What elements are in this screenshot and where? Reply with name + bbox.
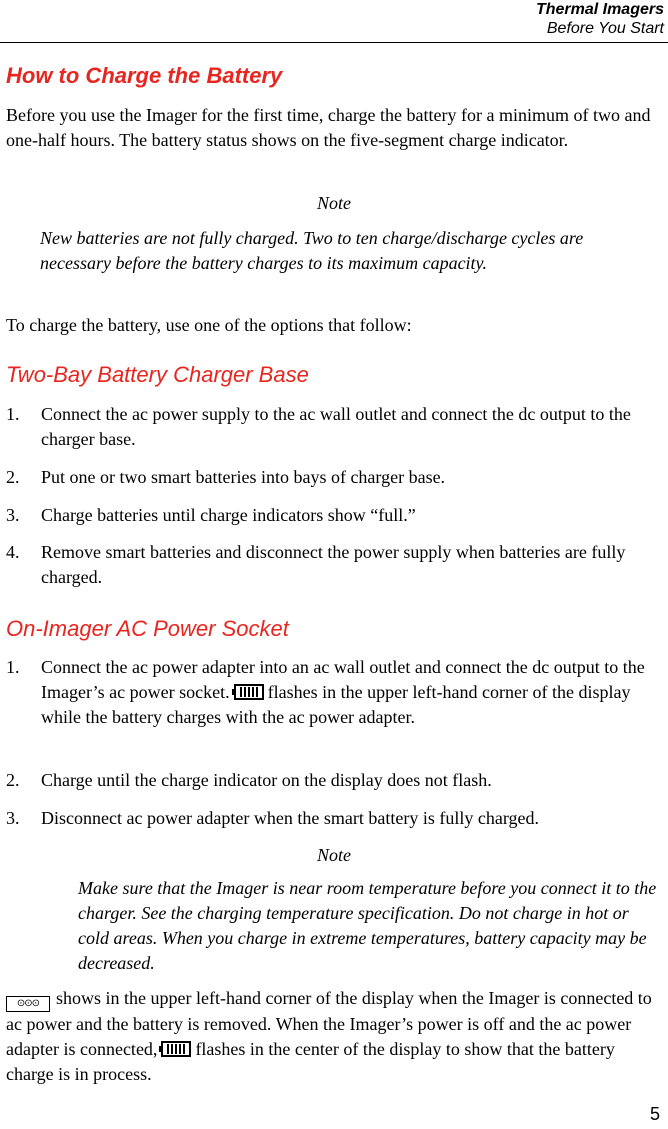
step1-text-b: flashes in the upper left-hand corner of the display while the battery charges with the ac power adapter. <box>41 682 631 727</box>
list-text: Disconnect ac power adapter when the smart battery is fully charged. <box>41 808 539 828</box>
section-title: How to Charge the Battery <box>6 63 283 88</box>
ac-power-icon: ⊙⊙⊙ <box>6 996 50 1012</box>
list-text <box>41 655 661 730</box>
note-label: Note <box>317 845 351 865</box>
note-label: Note <box>317 193 351 213</box>
list-number: 2. <box>6 770 20 790</box>
list-number: 3. <box>6 505 20 525</box>
header-subtitle: Before You Start <box>546 20 664 37</box>
intro-paragraph: Before you use the Imager for the first time, charge the battery for a minimum of two and one-half hours. The battery status shows on the five-segment charge indicator. <box>6 105 651 150</box>
subsection-title-on-imager: On-Imager AC Power Socket <box>6 616 289 641</box>
list-text: Charge batteries until charge indicators show “full.” <box>41 505 416 525</box>
note-text: Make sure that the Imager is near room temperature before you connect it to the charger. See the charging temperature specification. Do not charge in hot or cold areas. When you charge in extreme temperatures, battery capacity may be decreased. <box>78 878 657 973</box>
step1-text-a: Connect the ac power adapter into an ac wall outlet and connect the dc output to the Imager’s ac power socket. <box>41 657 645 702</box>
list-text: Remove smart batteries and disconnect the power supply when batteries are fully charged. <box>41 542 626 587</box>
closing-paragraph <box>6 986 660 1087</box>
list-number: 3. <box>6 808 20 828</box>
list-text: Charge until the charge indicator on the display does not flash. <box>41 770 492 790</box>
battery-charge-icon <box>234 684 264 700</box>
list-text: Connect the ac power supply to the ac wall outlet and connect the dc output to the charger base. <box>41 404 631 449</box>
list-number: 1. <box>6 404 20 424</box>
running-header <box>536 0 664 39</box>
closing-text-a: shows in the upper left-hand corner of the display when the Imager is connected to ac power and the battery is removed. When the Imager’s power is off and the ac power adapter is connected, <box>6 988 652 1059</box>
list-number: 1. <box>6 657 20 677</box>
subsection-title-two-bay: Two-Bay Battery Charger Base <box>6 362 309 387</box>
list-number: 2. <box>6 467 20 487</box>
note-text: New batteries are not fully charged. Two to ten charge/discharge cycles are necessary before the battery charges to its maximum capacity. <box>40 228 584 273</box>
options-intro: To charge the battery, use one of the options that follow: <box>6 315 412 335</box>
list-number: 4. <box>6 542 20 562</box>
header-title: Thermal Imagers <box>535 1 664 18</box>
battery-charge-icon <box>161 1041 191 1057</box>
page-number: 5 <box>649 1104 660 1124</box>
closing-text-b: flashes in the center of the display to show that the battery charge is in process. <box>6 1039 615 1084</box>
header-rule <box>0 42 668 43</box>
list-text: Put one or two smart batteries into bays of charger base. <box>41 467 446 487</box>
